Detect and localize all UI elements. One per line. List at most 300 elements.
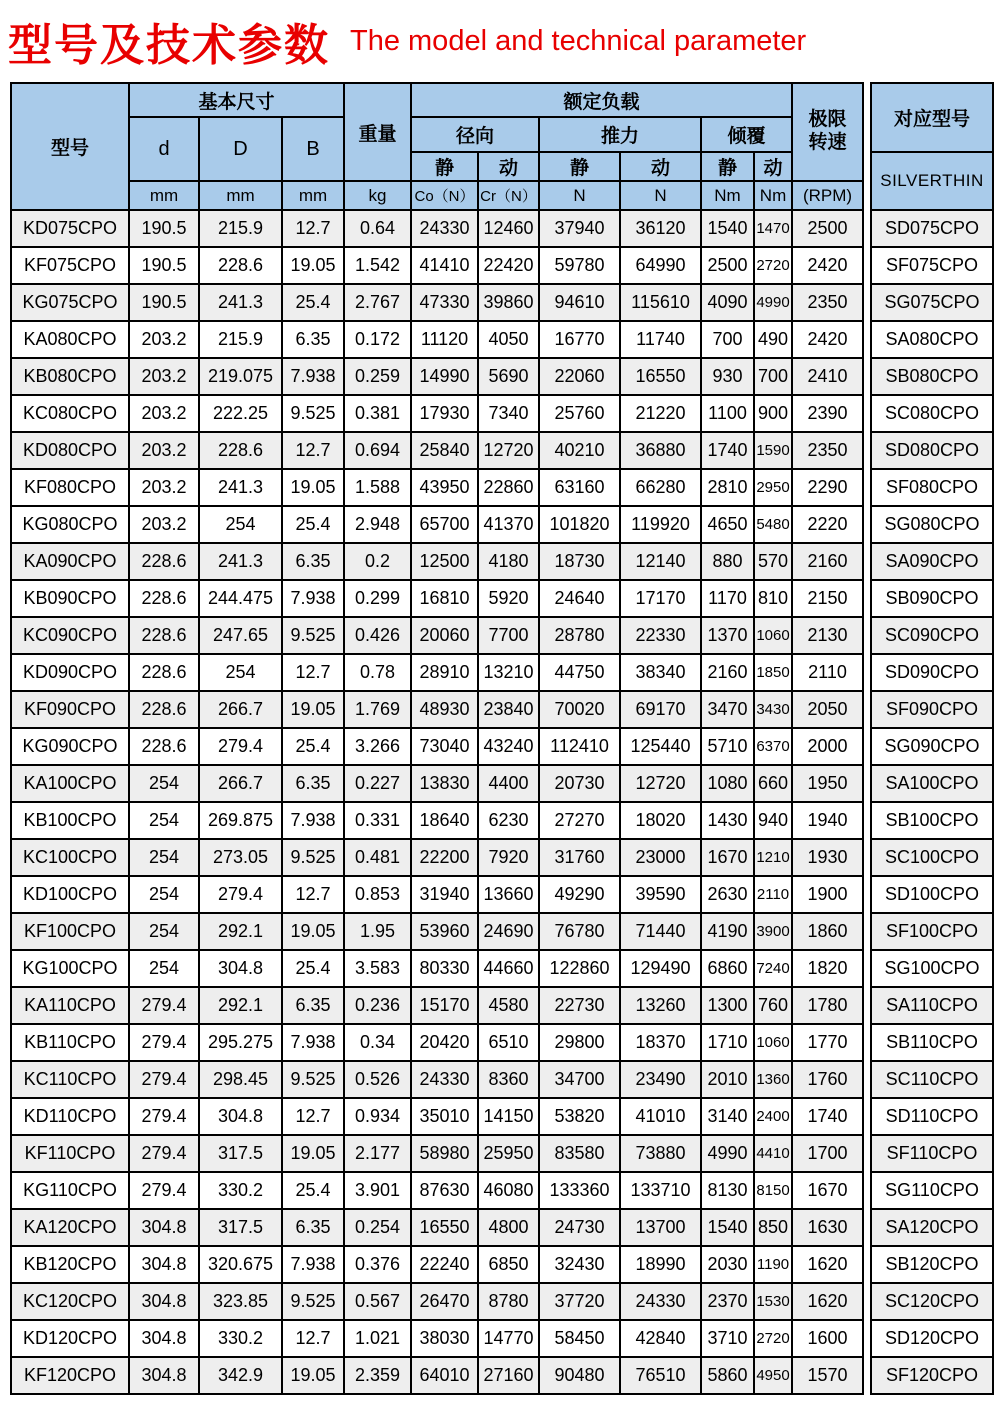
silverthin-model-cell: SC110CPO (871, 1061, 993, 1098)
model-cell: KG100CPO (11, 950, 129, 987)
bore-diameter-cell: 203.2 (129, 395, 199, 432)
header-thrust-static: 静 (539, 152, 620, 181)
table-row-silverthin (871, 1357, 993, 1394)
weight-cell: 1.542 (344, 247, 411, 284)
weight-cell: 0.381 (344, 395, 411, 432)
tilting-dynamic-load-cell: 8150 (754, 1172, 792, 1209)
silverthin-model-cell: SA110CPO (871, 987, 993, 1024)
silverthin-model-cell: SA080CPO (871, 321, 993, 358)
width-cell: 19.05 (282, 1357, 344, 1394)
width-cell: 25.4 (282, 284, 344, 321)
tilting-static-load-cell: 4090 (701, 284, 754, 321)
silverthin-table-body (871, 210, 993, 1394)
radial-dynamic-load-cell: 44660 (478, 950, 539, 987)
thrust-static-load-cell: 22060 (539, 358, 620, 395)
radial-static-load-cell: 80330 (411, 950, 478, 987)
header-thrust-dynamic: 动 (620, 152, 701, 181)
thrust-static-load-cell: 28780 (539, 617, 620, 654)
page-title-en: The model and technical parameter (350, 24, 807, 57)
header-basic-dimensions: 基本尺寸 (129, 83, 344, 117)
limit-speed-cell: 1820 (792, 950, 863, 987)
width-cell: 19.05 (282, 1135, 344, 1172)
silverthin-header-row-1 (871, 83, 993, 152)
table-row-silverthin (871, 1283, 993, 1320)
limit-speed-cell: 2110 (792, 654, 863, 691)
header-limit-speed-line1: 极限 (808, 109, 847, 131)
radial-dynamic-load-cell: 8360 (478, 1061, 539, 1098)
tilting-static-load-cell: 1370 (701, 617, 754, 654)
thrust-static-load-cell: 32430 (539, 1246, 620, 1283)
tilting-static-load-cell: 3140 (701, 1098, 754, 1135)
silverthin-model-cell: SA120CPO (871, 1209, 993, 1246)
outer-diameter-cell: 273.05 (199, 839, 282, 876)
thrust-static-load-cell: 76780 (539, 913, 620, 950)
limit-speed-cell: 1940 (792, 802, 863, 839)
width-cell: 25.4 (282, 728, 344, 765)
table-row-silverthin (871, 210, 993, 247)
weight-cell: 3.266 (344, 728, 411, 765)
radial-static-load-cell: 14990 (411, 358, 478, 395)
model-cell: KB080CPO (11, 358, 129, 395)
weight-cell: 0.78 (344, 654, 411, 691)
thrust-static-load-cell: 112410 (539, 728, 620, 765)
tilting-static-load-cell: 2030 (701, 1246, 754, 1283)
tilting-static-load-cell: 880 (701, 543, 754, 580)
weight-cell: 1.588 (344, 469, 411, 506)
limit-speed-cell: 1620 (792, 1246, 863, 1283)
bore-diameter-cell: 279.4 (129, 1135, 199, 1172)
thrust-static-load-cell: 58450 (539, 1320, 620, 1357)
tilting-dynamic-load-cell: 900 (754, 395, 792, 432)
tilting-static-load-cell: 5860 (701, 1357, 754, 1394)
thrust-static-load-cell: 83580 (539, 1135, 620, 1172)
tilting-static-load-cell: 2010 (701, 1061, 754, 1098)
table-row (11, 506, 863, 543)
model-cell: KD075CPO (11, 210, 129, 247)
bore-diameter-cell: 228.6 (129, 728, 199, 765)
header-d: d (129, 117, 199, 181)
thrust-static-load-cell: 63160 (539, 469, 620, 506)
silverthin-model-cell: SD120CPO (871, 1320, 993, 1357)
width-cell: 12.7 (282, 654, 344, 691)
silverthin-model-cell: SF090CPO (871, 691, 993, 728)
tilting-dynamic-load-cell: 810 (754, 580, 792, 617)
table-row-silverthin (871, 913, 993, 950)
bore-diameter-cell: 304.8 (129, 1357, 199, 1394)
outer-diameter-cell: 298.45 (199, 1061, 282, 1098)
width-cell: 9.525 (282, 1061, 344, 1098)
tilting-dynamic-load-cell: 660 (754, 765, 792, 802)
thrust-dynamic-load-cell: 18990 (620, 1246, 701, 1283)
width-cell: 7.938 (282, 1024, 344, 1061)
thrust-dynamic-load-cell: 42840 (620, 1320, 701, 1357)
thrust-static-load-cell: 94610 (539, 284, 620, 321)
tilting-dynamic-load-cell: 2720 (754, 1320, 792, 1357)
silverthin-model-cell: SC080CPO (871, 395, 993, 432)
radial-dynamic-load-cell: 7340 (478, 395, 539, 432)
radial-dynamic-load-cell: 4580 (478, 987, 539, 1024)
table-row (11, 580, 863, 617)
table-row (11, 1283, 863, 1320)
tilting-static-load-cell: 4650 (701, 506, 754, 543)
silverthin-model-cell: SF120CPO (871, 1357, 993, 1394)
weight-cell: 0.64 (344, 210, 411, 247)
header-row-2 (11, 117, 863, 152)
table-row (11, 691, 863, 728)
table-row (11, 432, 863, 469)
limit-speed-cell: 1770 (792, 1024, 863, 1061)
radial-static-load-cell: 38030 (411, 1320, 478, 1357)
table-row-silverthin (871, 321, 993, 358)
silverthin-model-cell: SF080CPO (871, 469, 993, 506)
outer-diameter-cell: 228.6 (199, 247, 282, 284)
radial-static-load-cell: 31940 (411, 876, 478, 913)
outer-diameter-cell: 266.7 (199, 691, 282, 728)
limit-speed-cell: 2500 (792, 210, 863, 247)
thrust-static-load-cell: 24730 (539, 1209, 620, 1246)
weight-cell: 1.769 (344, 691, 411, 728)
table-row-silverthin (871, 543, 993, 580)
model-cell: KG080CPO (11, 506, 129, 543)
table-row-silverthin (871, 1098, 993, 1135)
thrust-dynamic-load-cell: 23000 (620, 839, 701, 876)
weight-cell: 0.331 (344, 802, 411, 839)
radial-dynamic-load-cell: 6850 (478, 1246, 539, 1283)
tilting-static-load-cell: 1710 (701, 1024, 754, 1061)
model-cell: KD120CPO (11, 1320, 129, 1357)
radial-dynamic-load-cell: 4050 (478, 321, 539, 358)
thrust-static-load-cell: 37720 (539, 1283, 620, 1320)
outer-diameter-cell: 219.075 (199, 358, 282, 395)
width-cell: 7.938 (282, 802, 344, 839)
table-row (11, 1172, 863, 1209)
model-cell: KA090CPO (11, 543, 129, 580)
tilting-dynamic-load-cell: 1190 (754, 1246, 792, 1283)
width-cell: 7.938 (282, 1246, 344, 1283)
thrust-dynamic-load-cell: 17170 (620, 580, 701, 617)
model-cell: KC080CPO (11, 395, 129, 432)
thrust-dynamic-load-cell: 36120 (620, 210, 701, 247)
limit-speed-cell: 1760 (792, 1061, 863, 1098)
radial-static-load-cell: 58980 (411, 1135, 478, 1172)
tilting-dynamic-load-cell: 1210 (754, 839, 792, 876)
table-row (11, 1061, 863, 1098)
bore-diameter-cell: 304.8 (129, 1209, 199, 1246)
silverthin-model-cell: SG110CPO (871, 1172, 993, 1209)
width-cell: 25.4 (282, 506, 344, 543)
limit-speed-cell: 1670 (792, 1172, 863, 1209)
silverthin-model-cell: SG090CPO (871, 728, 993, 765)
bore-diameter-cell: 254 (129, 765, 199, 802)
width-cell: 9.525 (282, 839, 344, 876)
tilting-dynamic-load-cell: 1360 (754, 1061, 792, 1098)
model-cell: KB110CPO (11, 1024, 129, 1061)
thrust-dynamic-load-cell: 18020 (620, 802, 701, 839)
weight-cell: 1.021 (344, 1320, 411, 1357)
silverthin-model-cell: SC100CPO (871, 839, 993, 876)
tilting-dynamic-load-cell: 760 (754, 987, 792, 1024)
limit-speed-cell: 2390 (792, 395, 863, 432)
header-radial-dynamic: 动 (478, 152, 539, 181)
outer-diameter-cell: 320.675 (199, 1246, 282, 1283)
outer-diameter-cell: 247.65 (199, 617, 282, 654)
table-row (11, 802, 863, 839)
radial-dynamic-load-cell: 6230 (478, 802, 539, 839)
table-row-silverthin (871, 1246, 993, 1283)
table-row (11, 247, 863, 284)
silverthin-model-cell: SA090CPO (871, 543, 993, 580)
bore-diameter-cell: 304.8 (129, 1246, 199, 1283)
width-cell: 7.938 (282, 358, 344, 395)
model-cell: KD090CPO (11, 654, 129, 691)
header-outer-diameter: D (199, 117, 282, 181)
table-row (11, 210, 863, 247)
table-row (11, 1357, 863, 1394)
tilting-static-load-cell: 1540 (701, 210, 754, 247)
radial-dynamic-load-cell: 43240 (478, 728, 539, 765)
radial-static-load-cell: 16550 (411, 1209, 478, 1246)
thrust-static-load-cell: 27270 (539, 802, 620, 839)
table-row (11, 1209, 863, 1246)
spec-table-body (11, 210, 863, 1394)
limit-speed-cell: 1950 (792, 765, 863, 802)
weight-cell: 0.376 (344, 1246, 411, 1283)
outer-diameter-cell: 228.6 (199, 432, 282, 469)
bore-diameter-cell: 190.5 (129, 210, 199, 247)
outer-diameter-cell: 266.7 (199, 765, 282, 802)
radial-dynamic-load-cell: 22860 (478, 469, 539, 506)
table-row (11, 321, 863, 358)
bore-diameter-cell: 228.6 (129, 691, 199, 728)
radial-dynamic-load-cell: 5920 (478, 580, 539, 617)
unit-mm-d: mm (129, 181, 199, 210)
table-row (11, 1320, 863, 1357)
limit-speed-cell: 2350 (792, 284, 863, 321)
thrust-static-load-cell: 90480 (539, 1357, 620, 1394)
tilting-static-load-cell: 2810 (701, 469, 754, 506)
thrust-static-load-cell: 122860 (539, 950, 620, 987)
bore-diameter-cell: 190.5 (129, 247, 199, 284)
radial-dynamic-load-cell: 46080 (478, 1172, 539, 1209)
radial-dynamic-load-cell: 24690 (478, 913, 539, 950)
tilting-static-load-cell: 1170 (701, 580, 754, 617)
table-row (11, 765, 863, 802)
weight-cell: 2.767 (344, 284, 411, 321)
tilting-dynamic-load-cell: 4950 (754, 1357, 792, 1394)
radial-static-load-cell: 15170 (411, 987, 478, 1024)
thrust-static-load-cell: 101820 (539, 506, 620, 543)
limit-speed-cell: 2130 (792, 617, 863, 654)
header-tilting: 倾覆 (701, 117, 792, 152)
outer-diameter-cell: 304.8 (199, 1098, 282, 1135)
outer-diameter-cell: 215.9 (199, 210, 282, 247)
table-row (11, 358, 863, 395)
model-cell: KA080CPO (11, 321, 129, 358)
radial-static-load-cell: 64010 (411, 1357, 478, 1394)
silverthin-model-cell: SB090CPO (871, 580, 993, 617)
thrust-static-load-cell: 22730 (539, 987, 620, 1024)
model-cell: KB090CPO (11, 580, 129, 617)
width-cell: 9.525 (282, 617, 344, 654)
table-row-silverthin (871, 617, 993, 654)
limit-speed-cell: 2220 (792, 506, 863, 543)
radial-dynamic-load-cell: 4400 (478, 765, 539, 802)
bore-diameter-cell: 279.4 (129, 1098, 199, 1135)
unit-n-static: N (539, 181, 620, 210)
tilting-dynamic-load-cell: 2400 (754, 1098, 792, 1135)
table-row (11, 1024, 863, 1061)
radial-static-load-cell: 26470 (411, 1283, 478, 1320)
silverthin-model-cell: SD100CPO (871, 876, 993, 913)
limit-speed-cell: 1930 (792, 839, 863, 876)
thrust-dynamic-load-cell: 39590 (620, 876, 701, 913)
bore-diameter-cell: 228.6 (129, 654, 199, 691)
tilting-dynamic-load-cell: 940 (754, 802, 792, 839)
weight-cell: 2.948 (344, 506, 411, 543)
thrust-dynamic-load-cell: 133710 (620, 1172, 701, 1209)
header-tilting-static: 静 (701, 152, 754, 181)
unit-mm-outer: mm (199, 181, 282, 210)
outer-diameter-cell: 304.8 (199, 950, 282, 987)
thrust-dynamic-load-cell: 12140 (620, 543, 701, 580)
width-cell: 6.35 (282, 765, 344, 802)
table-row (11, 913, 863, 950)
table-row-silverthin (871, 765, 993, 802)
silverthin-model-cell: SD090CPO (871, 654, 993, 691)
tilting-dynamic-load-cell: 700 (754, 358, 792, 395)
model-cell: KC110CPO (11, 1061, 129, 1098)
width-cell: 12.7 (282, 210, 344, 247)
model-cell: KG110CPO (11, 1172, 129, 1209)
thrust-dynamic-load-cell: 11740 (620, 321, 701, 358)
radial-dynamic-load-cell: 7920 (478, 839, 539, 876)
tilting-static-load-cell: 3470 (701, 691, 754, 728)
thrust-static-load-cell: 16770 (539, 321, 620, 358)
tilting-dynamic-load-cell: 2950 (754, 469, 792, 506)
width-cell: 12.7 (282, 1320, 344, 1357)
bore-diameter-cell: 203.2 (129, 506, 199, 543)
tilting-static-load-cell: 1540 (701, 1209, 754, 1246)
weight-cell: 0.426 (344, 617, 411, 654)
radial-static-load-cell: 12500 (411, 543, 478, 580)
thrust-dynamic-load-cell: 64990 (620, 247, 701, 284)
thrust-static-load-cell: 49290 (539, 876, 620, 913)
outer-diameter-cell: 317.5 (199, 1135, 282, 1172)
outer-diameter-cell: 215.9 (199, 321, 282, 358)
tilting-dynamic-load-cell: 1060 (754, 617, 792, 654)
tilting-dynamic-load-cell: 1850 (754, 654, 792, 691)
bore-diameter-cell: 254 (129, 802, 199, 839)
unit-cr-n: Cr（N） (478, 181, 539, 210)
thrust-dynamic-load-cell: 69170 (620, 691, 701, 728)
width-cell: 19.05 (282, 691, 344, 728)
thrust-dynamic-load-cell: 41010 (620, 1098, 701, 1135)
radial-static-load-cell: 87630 (411, 1172, 478, 1209)
thrust-static-load-cell: 31760 (539, 839, 620, 876)
table-row-silverthin (871, 506, 993, 543)
tilting-static-load-cell: 6860 (701, 950, 754, 987)
silverthin-model-cell: SF075CPO (871, 247, 993, 284)
radial-static-load-cell: 35010 (411, 1098, 478, 1135)
radial-dynamic-load-cell: 13660 (478, 876, 539, 913)
tilting-dynamic-load-cell: 1590 (754, 432, 792, 469)
weight-cell: 0.236 (344, 987, 411, 1024)
thrust-static-load-cell: 133360 (539, 1172, 620, 1209)
table-row (11, 950, 863, 987)
limit-speed-cell: 1570 (792, 1357, 863, 1394)
silverthin-header-row-2 (871, 152, 993, 210)
bore-diameter-cell: 279.4 (129, 1024, 199, 1061)
width-cell: 19.05 (282, 913, 344, 950)
radial-dynamic-load-cell: 25950 (478, 1135, 539, 1172)
header-row-1 (11, 83, 863, 117)
tilting-dynamic-load-cell: 3900 (754, 913, 792, 950)
radial-dynamic-load-cell: 13210 (478, 654, 539, 691)
tilting-dynamic-load-cell: 5480 (754, 506, 792, 543)
bore-diameter-cell: 203.2 (129, 469, 199, 506)
outer-diameter-cell: 323.85 (199, 1283, 282, 1320)
model-cell: KF090CPO (11, 691, 129, 728)
model-cell: KD110CPO (11, 1098, 129, 1135)
tilting-dynamic-load-cell: 4410 (754, 1135, 792, 1172)
tilting-static-load-cell: 1670 (701, 839, 754, 876)
tilting-static-load-cell: 930 (701, 358, 754, 395)
header-model: 型号 (11, 83, 129, 210)
model-cell: KA120CPO (11, 1209, 129, 1246)
thrust-static-load-cell: 25760 (539, 395, 620, 432)
radial-dynamic-load-cell: 41370 (478, 506, 539, 543)
table-row (11, 1135, 863, 1172)
unit-nm-static: Nm (701, 181, 754, 210)
tilting-dynamic-load-cell: 850 (754, 1209, 792, 1246)
table-row-silverthin (871, 691, 993, 728)
bore-diameter-cell: 304.8 (129, 1283, 199, 1320)
silverthin-model-cell: SB110CPO (871, 1024, 993, 1061)
table-row-silverthin (871, 247, 993, 284)
radial-static-load-cell: 65700 (411, 506, 478, 543)
thrust-dynamic-load-cell: 23490 (620, 1061, 701, 1098)
radial-dynamic-load-cell: 12720 (478, 432, 539, 469)
radial-dynamic-load-cell: 14770 (478, 1320, 539, 1357)
table-row-silverthin (871, 358, 993, 395)
radial-static-load-cell: 28910 (411, 654, 478, 691)
tilting-dynamic-load-cell: 4990 (754, 284, 792, 321)
thrust-static-load-cell: 59780 (539, 247, 620, 284)
limit-speed-cell: 1620 (792, 1283, 863, 1320)
silverthin-model-cell: SG100CPO (871, 950, 993, 987)
table-row (11, 617, 863, 654)
header-limit-speed-line2: 转速 (808, 132, 847, 153)
thrust-dynamic-load-cell: 129490 (620, 950, 701, 987)
model-cell: KB120CPO (11, 1246, 129, 1283)
radial-dynamic-load-cell: 39860 (478, 284, 539, 321)
silverthin-model-cell: SB100CPO (871, 802, 993, 839)
tilting-static-load-cell: 2370 (701, 1283, 754, 1320)
tilting-static-load-cell: 8130 (701, 1172, 754, 1209)
table-row-silverthin (871, 1320, 993, 1357)
table-row-silverthin (871, 987, 993, 1024)
table-row-silverthin (871, 1135, 993, 1172)
weight-cell: 0.227 (344, 765, 411, 802)
header-silverthin-brand: SILVERTHIN (871, 152, 993, 210)
bore-diameter-cell: 304.8 (129, 1320, 199, 1357)
silverthin-model-cell: SD110CPO (871, 1098, 993, 1135)
model-cell: KC120CPO (11, 1283, 129, 1320)
limit-speed-cell: 2050 (792, 691, 863, 728)
model-cell: KF080CPO (11, 469, 129, 506)
header-corresponding-model: 对应型号 (871, 83, 993, 152)
weight-cell: 0.481 (344, 839, 411, 876)
